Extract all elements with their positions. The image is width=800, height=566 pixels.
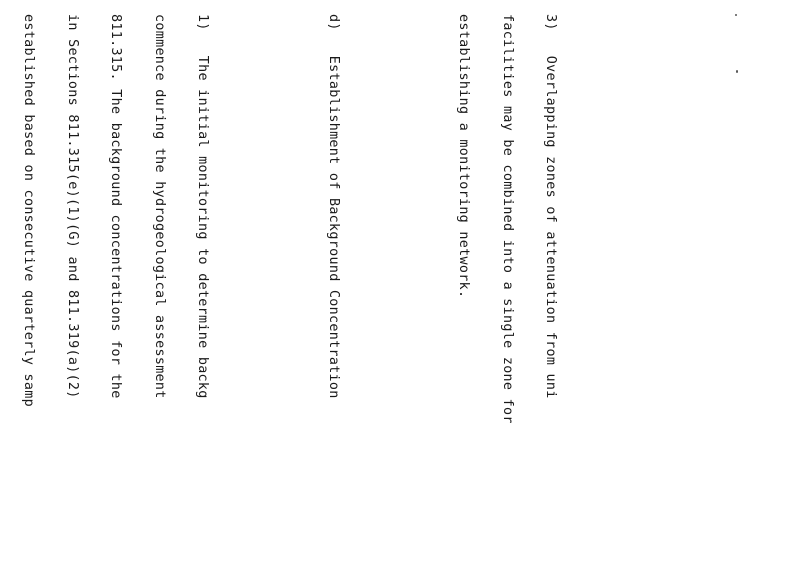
text-line: in Sections 811.315(e)(1)(G) and 811.319(a)(2) (65, 14, 80, 399)
text-line: 3) Overlapping zones of attenuation from uni (543, 14, 559, 399)
text-line: 811.315. The background concentrations for the (108, 14, 124, 399)
section-heading-d: d) Establishment of Background Concentration (326, 14, 341, 399)
document-text (0, 14, 630, 560)
text-line: establishing a monitoring network. (456, 14, 472, 299)
paragraph-initial-monitoring (0, 14, 239, 560)
text-line: commence during the hydrogeological assessment (152, 14, 167, 399)
paragraph-overlapping-zones (427, 14, 587, 560)
text-line: 1) The initial monitoring to determine backg (195, 14, 211, 399)
text-line: established based on consecutive quarterly samp (21, 14, 37, 408)
text-line: facilities may be combined into a single zone for (500, 14, 515, 424)
